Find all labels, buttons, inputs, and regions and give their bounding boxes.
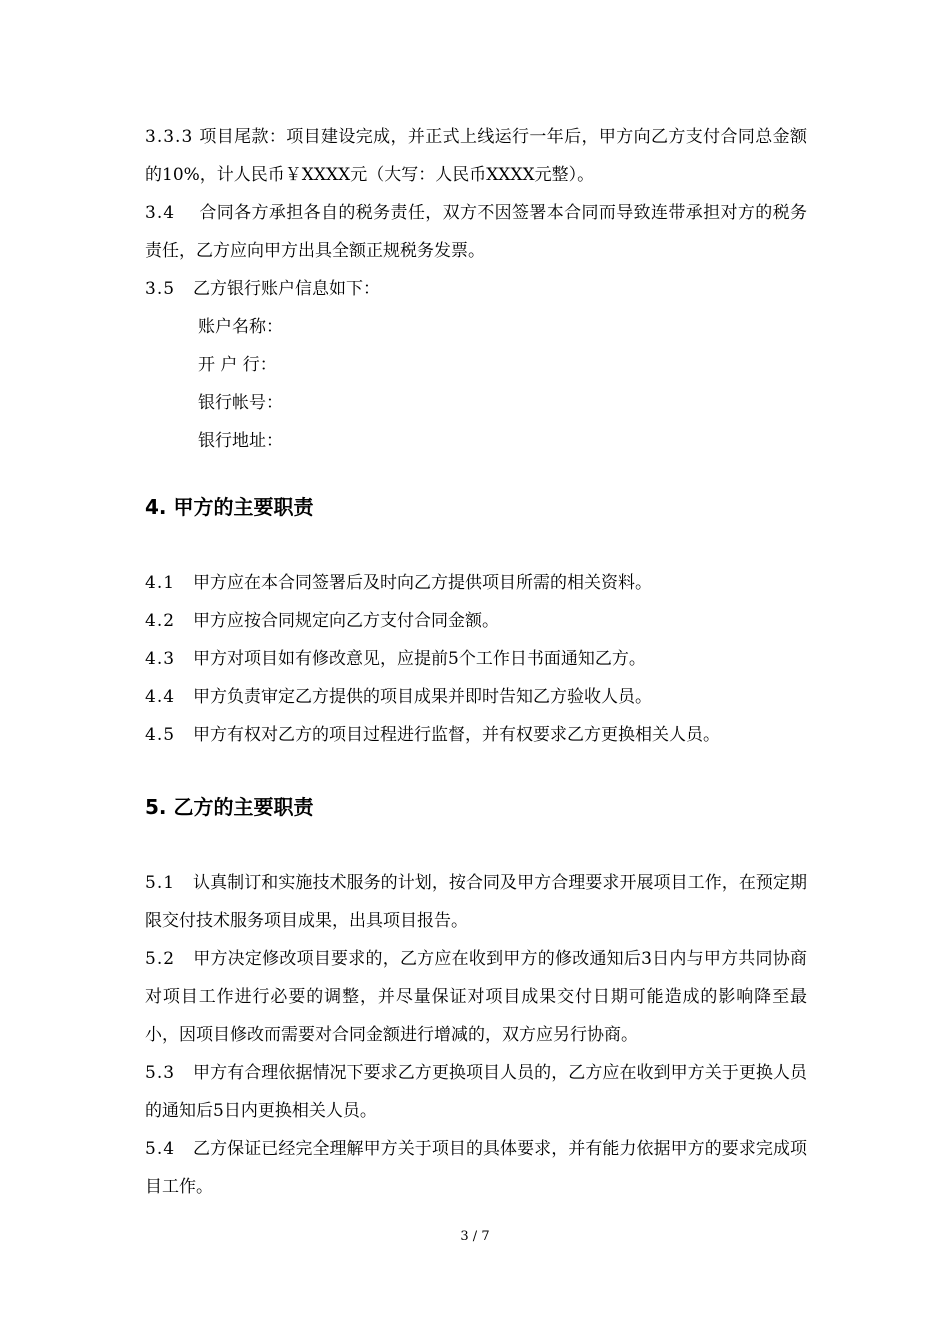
clause-5-3	[145, 1054, 807, 1130]
clause-number: 3.3.3	[145, 127, 194, 147]
clause-text: 认真制订和实施技术服务的计划，按合同及甲方合理要求开展项目工作，在预定期限交付技术服务项目成果，出具项目报告。	[145, 873, 807, 931]
clause-5-4	[145, 1130, 807, 1206]
bank-field-bank: 开 户 行：	[198, 355, 277, 375]
clause-text: 甲方应按合同规定向乙方支付合同金额。	[193, 611, 499, 631]
bank-field-account-number: 银行帐号：	[198, 393, 283, 413]
clause-text: 甲方应在本合同签署后及时向乙方提供项目所需的相关资料。	[193, 573, 652, 593]
clause-number: 5.1	[145, 873, 176, 893]
page-number: 3 / 7	[460, 1229, 490, 1244]
clause-number: 4.3	[145, 649, 176, 669]
clause-text: 甲方对项目如有修改意见，应提前5个工作日书面通知乙方。	[193, 649, 646, 669]
section-heading-5: 5. 乙方的主要职责	[145, 795, 314, 819]
clause-3-3-3	[145, 118, 807, 194]
clause-number: 4.2	[145, 611, 176, 631]
clause-4-5	[145, 716, 807, 754]
clause-text: 甲方负责审定乙方提供的项目成果并即时告知乙方验收人员。	[193, 687, 652, 707]
section-heading-4: 4. 甲方的主要职责	[145, 495, 314, 519]
clause-3-5	[145, 270, 807, 308]
clause-text: 甲方有权对乙方的项目过程进行监督，并有权要求乙方更换相关人员。	[193, 725, 720, 745]
clause-5-1	[145, 864, 807, 940]
clause-number: 4.1	[145, 573, 176, 593]
document-body	[145, 118, 807, 1206]
clause-number: 4.5	[145, 725, 176, 745]
bank-field-account-name: 账户名称：	[198, 317, 283, 337]
clause-text: 项目尾款：项目建设完成，并正式上线运行一年后，甲方向乙方支付合同总金额的10%，计人民币￥XXXX元（大写：人民币XXXX元整）。	[145, 127, 807, 185]
clause-number: 3.5	[145, 279, 176, 299]
bank-field-bank-address: 银行地址：	[198, 431, 283, 451]
clause-number: 3.4	[145, 203, 176, 223]
clause-text: 甲方决定修改项目要求的，乙方应在收到甲方的修改通知后3日内与甲方共同协商对项目工作进行必要的调整，并尽量保证对项目成果交付日期可能造成的影响降至最小，因项目修改而需要对合同金额进行增减的，双方应另行协商。	[145, 949, 807, 1045]
clause-4-1	[145, 564, 807, 602]
clause-4-3	[145, 640, 807, 678]
clause-number: 5.4	[145, 1139, 176, 1159]
clause-3-4	[145, 194, 807, 270]
clause-number: 4.4	[145, 687, 176, 707]
clause-text: 乙方银行账户信息如下：	[193, 279, 380, 299]
clause-4-4	[145, 678, 807, 716]
clause-5-2	[145, 940, 807, 1054]
clause-text: 乙方保证已经完全理解甲方关于项目的具体要求，并有能力依据甲方的要求完成项目工作。	[145, 1139, 807, 1197]
clause-4-2	[145, 602, 807, 640]
clause-number: 5.2	[145, 949, 176, 969]
clause-text: 合同各方承担各自的税务责任，双方不因签署本合同而导致连带承担对方的税务责任，乙方应向甲方出具全额正规税务发票。	[145, 203, 807, 261]
clause-text: 甲方有合理依据情况下要求乙方更换项目人员的，乙方应在收到甲方关于更换人员的通知后5日内更换相关人员。	[145, 1063, 807, 1121]
clause-number: 5.3	[145, 1063, 176, 1083]
